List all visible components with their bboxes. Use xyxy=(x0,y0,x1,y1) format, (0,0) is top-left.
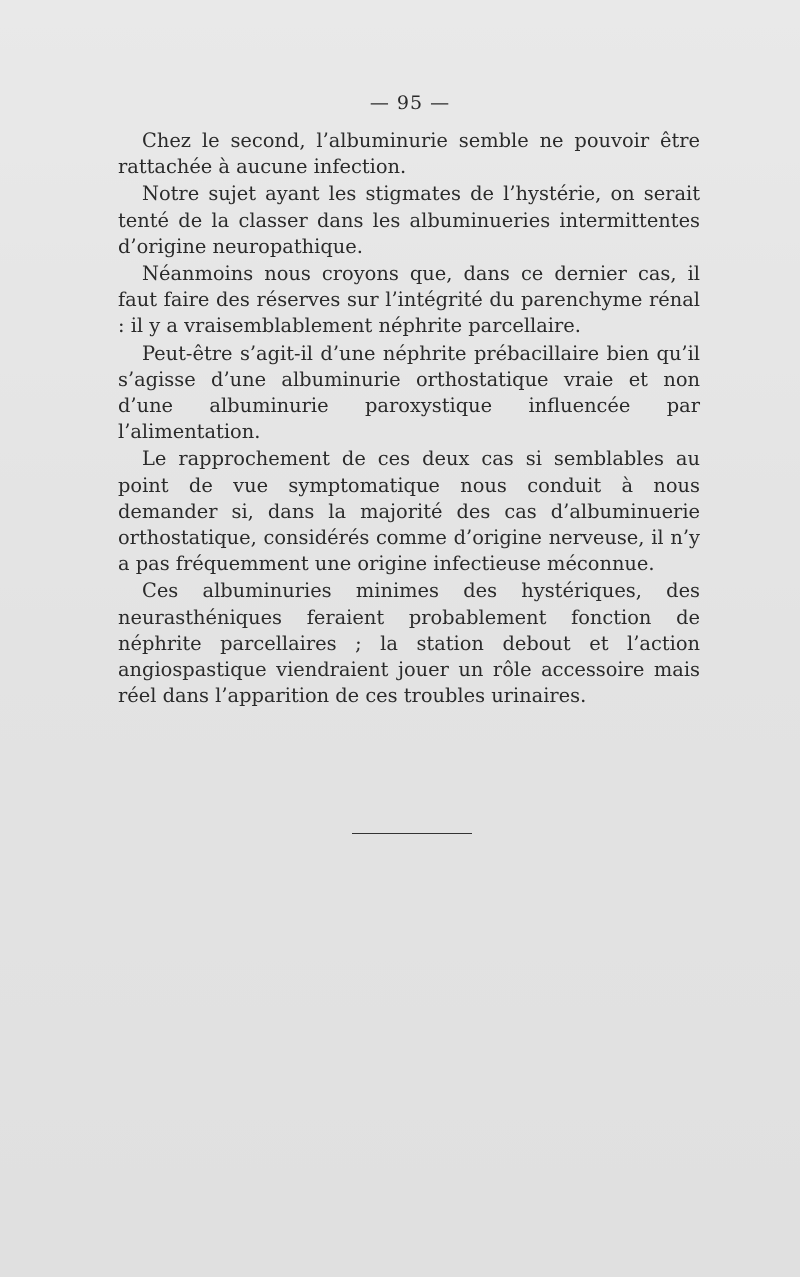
paragraph-4: Peut-être s’agit-il d’une néphrite prébacillaire bien qu’il s’agisse d’une albuminurie orthostatique vraie et non d’une albuminurie paroxystique influencée par l’alimentation. xyxy=(118,341,700,444)
paragraph-2: Notre sujet ayant les stigmates de l’hystérie, on serait tenté de la classer dans les albuminueries intermittentes d’origine neuropathique. xyxy=(118,182,700,258)
body-text xyxy=(118,128,700,710)
page-number: — 95 — xyxy=(369,92,451,114)
paragraph-1: Chez le second, l’albuminurie semble ne pouvoir être rattachée à aucune infection. xyxy=(118,129,700,179)
paragraph-6: Ces albuminuries minimes des hystériques, des neurasthéniques feraient probablement fonction de néphrite parcellaires ; la station debout et l’action angiospastique viendraient jouer un rôle accessoire mais réel dans l’apparition de ces troubles urinaires. xyxy=(118,579,700,708)
paragraph-5: Le rapprochement de ces deux cas si semblables au point de vue symptomatique nous conduit à nous demander si, dans la majorité des cas d’albuminuerie orthostatique, considérés comme d’origine nerveuse, il n’y a pas fréquemment une origine infectieuse méconnue. xyxy=(118,447,700,576)
end-rule xyxy=(352,833,472,834)
paragraph-3: Néanmoins nous croyons que, dans ce dernier cas, il faut faire des réserves sur l’intégrité du parenchyme rénal : il y a vraisemblablement néphrite parcellaire. xyxy=(118,262,700,338)
